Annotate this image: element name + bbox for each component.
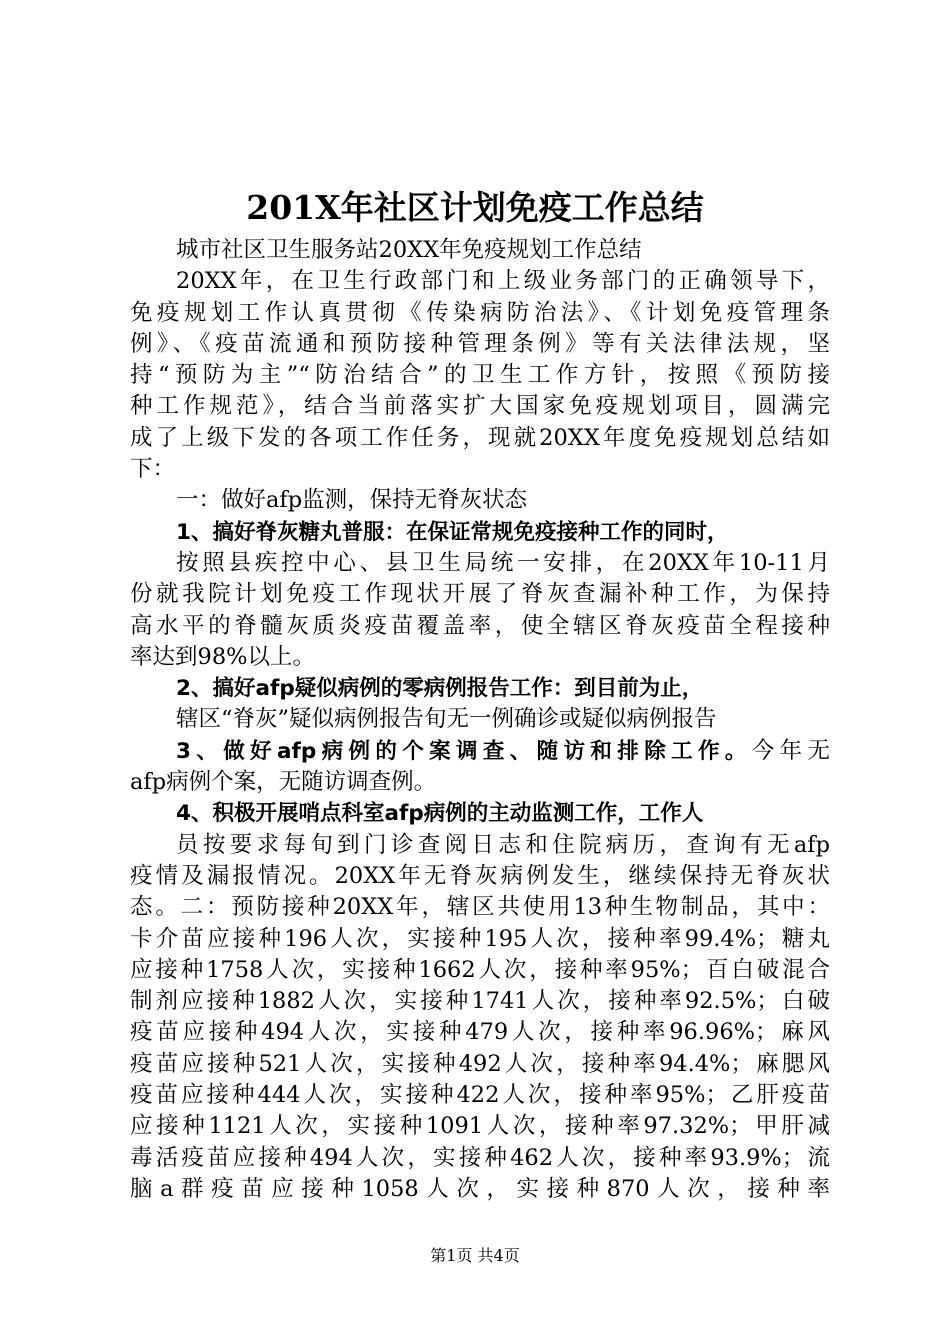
body-line: 疫情及漏报情况。20XX年无脊灰病例发生，继续保持无脊灰状 — [130, 862, 830, 889]
document-title: 201X年社区计划免疫工作总结 — [246, 188, 704, 227]
body-line: 下： — [130, 456, 176, 483]
body-line: 应接种1758人次，实接种1662人次，接种率95%；百白破混合 — [130, 956, 830, 983]
body-line: 毒活疫苗应接种494人次，实接种462人次，接种率93.9%；流 — [130, 1144, 830, 1171]
document-body — [130, 235, 830, 1205]
page-footer: 第1页 共4页 — [430, 1246, 520, 1265]
body-text-tail: 今年无 — [751, 737, 830, 764]
body-line: 持“预防为主”“防治结合”的卫生工作方针，按照《预防接 — [130, 362, 830, 389]
body-line: 员按要求每旬到门诊查阅日志和住院病历，查询有无afp — [176, 831, 830, 858]
body-line: 率达到98%以上。 — [130, 643, 316, 670]
body-line: 疫苗应接种494人次，实接种479人次，接种率96.96%；麻风 — [130, 1019, 830, 1046]
body-line: 成了上级下发的各项工作任务，现就20XX年度免疫规划总结如 — [130, 424, 830, 451]
body-line: 脑a群疫苗应接种1058人次，实接种870人次，接种率 — [130, 1175, 830, 1202]
body-line: afp病例个案，无随访调查例。 — [130, 769, 437, 796]
body-line — [130, 736, 830, 767]
body-line: 种工作规范》，结合当前落实扩大国家免疫规划项目，圆满完 — [130, 393, 830, 420]
body-line: 例》、《疫苗流通和预防接种管理条例》等有关法律法规，坚 — [130, 330, 830, 357]
body-line: 城市社区卫生服务站20XX年免疫规划工作总结 — [176, 237, 642, 263]
body-line: 份就我院计划免疫工作现状开展了脊灰查漏补种工作，为保持 — [130, 581, 830, 608]
body-line: 高水平的脊髓灰质炎疫苗覆盖率，使全辖区脊灰疫苗全程接种 — [130, 612, 830, 639]
body-line: 20XX年，在卫生行政部门和上级业务部门的正确领导下， — [176, 268, 830, 295]
body-line: 按照县疾控中心、县卫生局统一安排，在20XX年10-11月 — [176, 549, 830, 576]
body-line: 应接种1121人次，实接种1091人次，接种率97.32%；甲肝减 — [130, 1113, 830, 1140]
body-line: 一：做好afp监测，保持无脊灰状态 — [176, 487, 528, 514]
body-line: 态。二：预防接种20XX年，辖区共使用13种生物制品，其中： — [130, 894, 830, 921]
bold-heading-text: 3、做好afp病例的个案调查、随访和排除工作。 — [176, 738, 752, 764]
body-line: 疫苗应接种444人次，实接种422人次，接种率95%；乙肝疫苗 — [130, 1082, 830, 1109]
body-line: 疫苗应接种521人次，实接种492人次，接种率94.4%；麻腮风 — [130, 1050, 830, 1077]
body-line: 卡介苗应接种196人次，实接种195人次，接种率99.4%；糖丸 — [130, 925, 830, 952]
body-line: 免疫规划工作认真贯彻《传染病防治法》、《计划免疫管理条 — [130, 299, 830, 326]
body-line: 辖区“脊灰”疑似病例报告旬无一例确诊或疑似病例报告 — [176, 706, 717, 733]
body-line: 2、搞好afp疑似病例的零病例报告工作：到目前为止， — [176, 676, 704, 702]
body-line: 4、积极开展哨点科室afp病例的主动监测工作，工作人 — [176, 801, 704, 827]
body-line: 1、搞好脊灰糖丸普服：在保证常规免疫接种工作的同时， — [176, 519, 729, 545]
body-line: 制剂应接种1882人次，实接种1741人次，接种率92.5%；白破 — [130, 988, 830, 1015]
